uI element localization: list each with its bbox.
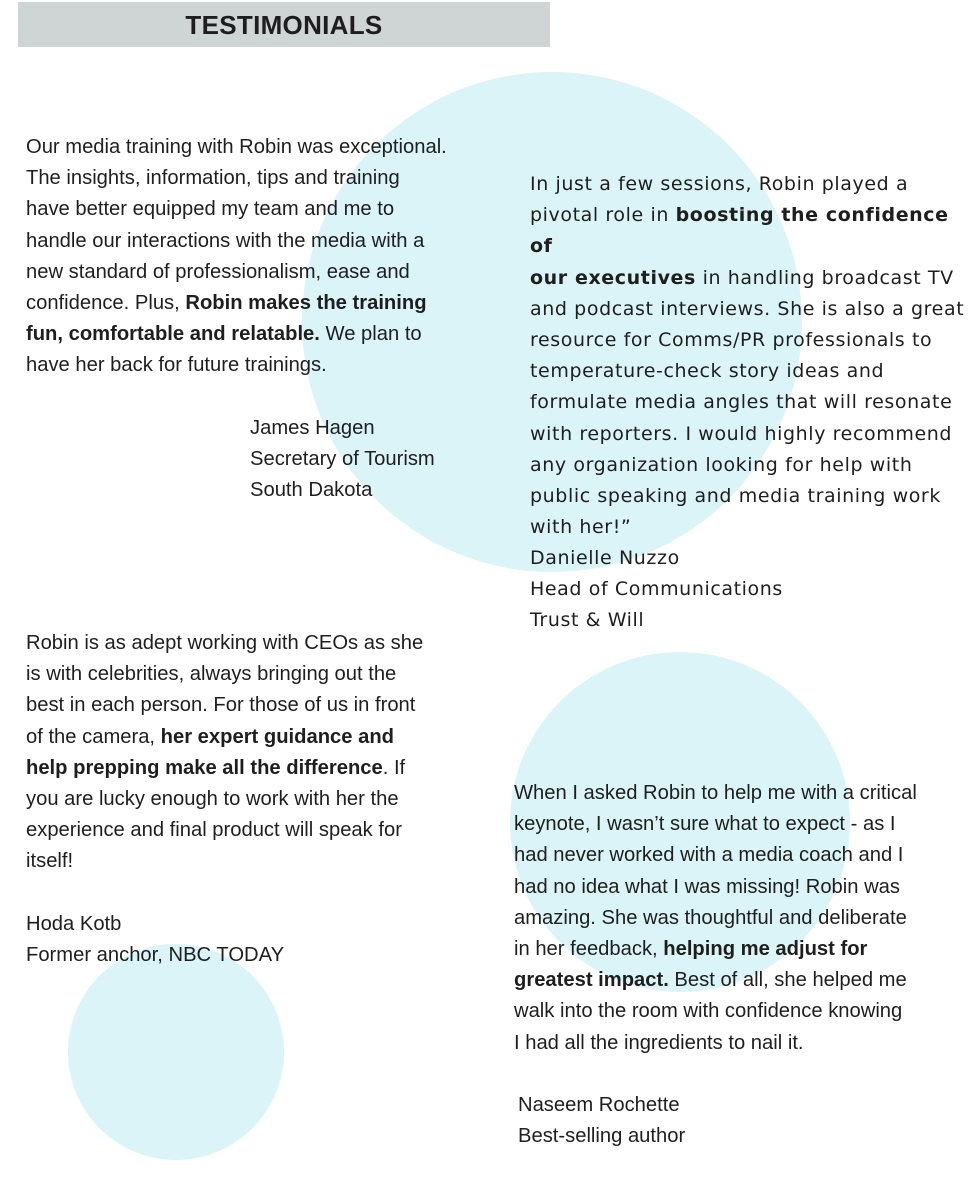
text-line: our executives in handling broadcast TV xyxy=(530,266,954,289)
text-line: Naseem Rochette xyxy=(518,1094,680,1116)
page-header xyxy=(18,2,550,47)
bold-highlight: our executives xyxy=(530,266,696,289)
bold-highlight: boosting the confidence of xyxy=(530,204,949,258)
bold-highlight: her expert guidance and xyxy=(160,725,394,748)
text-line: had no idea what I was missing! Robin was xyxy=(514,875,901,898)
text-line: of the camera, her expert guidance and xyxy=(26,725,394,748)
text-line: in her feedback, helping me adjust for xyxy=(514,938,868,961)
text-line: itself! xyxy=(26,850,74,873)
text-line: temperature-check story ideas and xyxy=(530,360,885,383)
bold-highlight: fun, comfortable and relatable. xyxy=(26,323,320,346)
decorative-circle-bottom-left xyxy=(68,944,284,1160)
text-line: experience and final product will speak for xyxy=(26,819,402,842)
testimonial-quote-1 xyxy=(26,132,486,382)
testimonial-author-2 xyxy=(530,543,830,637)
text-line: Secretary of Tourism xyxy=(250,448,435,471)
text-line: walk into the room with confidence knowing xyxy=(514,1000,903,1023)
text-line: formulate media angles that will resonate xyxy=(530,391,953,414)
text-line: had never worked with a media coach and I xyxy=(514,844,904,867)
text-line: I had all the ingredients to nail it. xyxy=(514,1031,804,1054)
text-line: help prepping make all the difference. If xyxy=(26,756,406,779)
text-line: James Hagen xyxy=(250,417,375,439)
bold-highlight: Robin makes the training xyxy=(185,292,427,315)
text-line: pivotal role in boosting the confidence of xyxy=(530,204,949,258)
testimonial-author-4 xyxy=(518,1090,818,1152)
text-line: is with celebrities, always bringing out the xyxy=(26,663,397,686)
text-line: confidence. Plus, Robin makes the training xyxy=(26,292,427,315)
text-line: new standard of professionalism, ease and xyxy=(26,260,410,283)
text-line: with reporters. I would highly recommend xyxy=(530,422,953,445)
testimonial-quote-2 xyxy=(530,169,976,543)
text-line: Robin is as adept working with CEOs as she xyxy=(26,632,424,654)
testimonial-quote-4 xyxy=(514,778,954,1059)
text-line: In just a few sessions, Robin played a xyxy=(530,173,909,195)
text-line: and podcast interviews. She is also a great xyxy=(530,297,965,320)
testimonial-author-3 xyxy=(26,909,326,971)
text-line: amazing. She was thoughtful and deliberate xyxy=(514,906,907,929)
text-line: The insights, information, tips and training xyxy=(26,167,400,190)
bold-highlight: greatest impact. xyxy=(514,969,669,992)
text-line: with her!” xyxy=(530,516,632,539)
text-line: Hoda Kotb xyxy=(26,913,122,935)
text-line: you are lucky enough to work with her the xyxy=(26,788,399,811)
text-line: Trust & Will xyxy=(530,609,645,632)
testimonial-quote-3 xyxy=(26,628,466,878)
text-line: resource for Comms/PR professionals to xyxy=(530,329,933,352)
text-line: handle our interactions with the media with a xyxy=(26,229,425,252)
text-line: When I asked Robin to help me with a critical xyxy=(514,782,917,804)
bold-highlight: help prepping make all the difference xyxy=(26,756,383,779)
bold-highlight: helping me adjust for xyxy=(663,938,868,961)
text-line: have her back for future trainings. xyxy=(26,354,327,377)
text-line: have better equipped my team and me to xyxy=(26,198,395,221)
text-line: Danielle Nuzzo xyxy=(530,547,680,569)
text-line: best in each person. For those of us in front xyxy=(26,694,416,717)
text-line: public speaking and media training work xyxy=(530,485,941,508)
text-line: Our media training with Robin was exceptional. xyxy=(26,136,447,158)
testimonial-author-1 xyxy=(250,413,510,507)
text-line: Former anchor, NBC TODAY xyxy=(26,944,285,967)
text-line: fun, comfortable and relatable. We plan to xyxy=(26,323,422,346)
text-line: greatest impact. Best of all, she helped me xyxy=(514,969,907,992)
text-line: keynote, I wasn’t sure what to expect - as I xyxy=(514,813,896,836)
text-line: Head of Communications xyxy=(530,578,783,601)
page-title: TESTIMONIALS xyxy=(185,10,383,40)
text-line: Best-selling author xyxy=(518,1125,686,1148)
text-line: South Dakota xyxy=(250,479,373,502)
text-line: any organization looking for help with xyxy=(530,453,913,476)
